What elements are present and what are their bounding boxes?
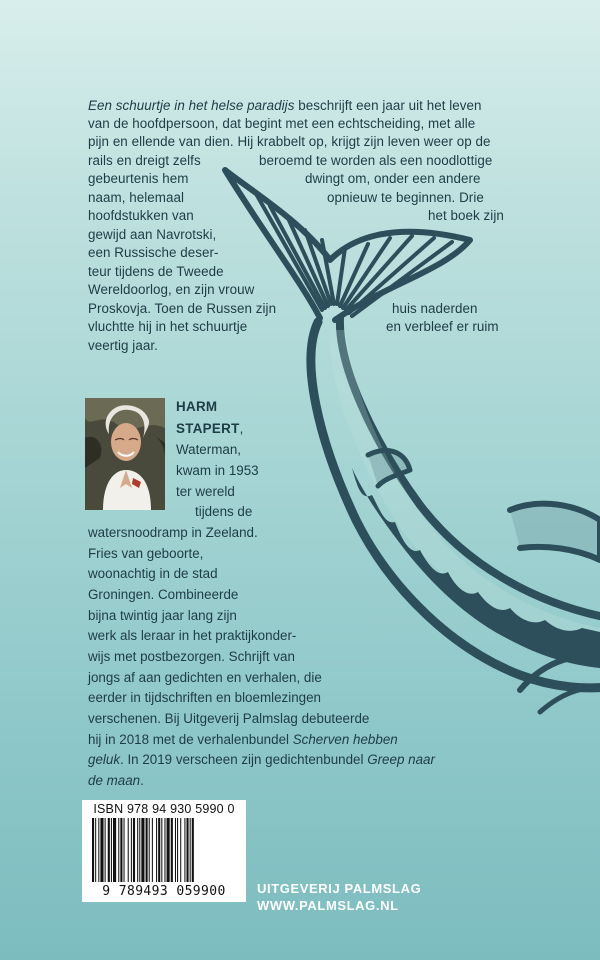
- barcode-bar: [175, 818, 176, 882]
- barcode-bar: [92, 818, 94, 882]
- blurb-line: een Russische deser-: [88, 245, 219, 260]
- barcode-bar: [187, 818, 189, 882]
- bio-line: bijna twintig jaar lang zijn: [88, 608, 237, 623]
- barcode-bar: [164, 818, 165, 882]
- blurb-line: dwingt om, onder een andere: [305, 171, 481, 186]
- barcode-bar: [113, 818, 116, 882]
- bio-line: de maan.: [88, 773, 144, 788]
- blurb-line: van de hoofdpersoon, dat begint met een echtscheiding, met alle: [88, 116, 476, 131]
- author-name-last: STAPERT,: [176, 421, 244, 436]
- barcode-bars: [92, 818, 236, 884]
- barcode-bar: [108, 818, 110, 882]
- barcode-bar: [141, 818, 144, 882]
- barcode-bar: [137, 818, 138, 882]
- barcode-bar: [156, 818, 157, 882]
- barcode-number: 9 789493 059900: [102, 884, 226, 899]
- blurb-line: Een schuurtje in het helse paradijs beschrijft een jaar uit het leven: [88, 98, 482, 113]
- blurb-line: Proskovja. Toen de Russen zijn: [88, 301, 277, 316]
- blurb-line: hoofdstukken van: [88, 208, 194, 223]
- bio-line: ter wereld: [176, 484, 235, 499]
- blurb-line: naam, helemaal: [88, 190, 184, 205]
- blurb-line: beroemd te worden als een noodlottige: [259, 153, 493, 168]
- bio-line: watersnoodramp in Zeeland.: [88, 525, 258, 540]
- barcode-bar: [105, 818, 106, 882]
- author-name-first: HARM: [176, 399, 218, 414]
- bio-line: tijdens de: [195, 504, 253, 519]
- blurb-line: vluchtte hij in het schuurtje: [88, 319, 248, 334]
- barcode-bar: [180, 818, 181, 882]
- bio-line: jongs af aan gedichten en verhalen, die: [88, 670, 322, 685]
- barcode-bar: [184, 818, 185, 882]
- blurb-book-title: Een schuurtje in het helse paradijs: [88, 98, 295, 113]
- author-photo: [85, 398, 165, 510]
- barcode-bar: [158, 818, 160, 882]
- blurb-line: gewijd aan Navrotski,: [88, 227, 217, 242]
- bio-line: Waterman,: [176, 442, 241, 457]
- barcode-bar: [177, 818, 178, 882]
- bio-line: Groningen. Combineerde: [88, 587, 239, 602]
- blurb-line: huis naderden: [392, 301, 478, 316]
- barcode-bar: [111, 818, 112, 882]
- barcode-bar: [192, 818, 194, 882]
- bio-line: verschenen. Bij Uitgeverij Palmslag debuteerde: [88, 711, 370, 726]
- barcode-bar: [190, 818, 191, 882]
- barcode-bar: [98, 818, 99, 882]
- blurb-line: en verbleef er ruim: [386, 319, 499, 334]
- blurb-line: gebeurtenis hem: [88, 171, 189, 186]
- bio-line: werk als leraar in het praktijkonder-: [88, 628, 297, 643]
- bio-line: Fries van geboorte,: [88, 546, 204, 561]
- barcode-bar: [152, 818, 153, 882]
- blurb-line: veertig jaar.: [88, 338, 158, 353]
- bio-line: geluk. In 2019 verscheen zijn gedichtenbundel Greep naar: [88, 752, 435, 767]
- author-portrait-graphic: [85, 398, 165, 510]
- bio-line: wijs met postbezorgen. Schrijft van: [88, 649, 295, 664]
- isbn-label: ISBN 978 94 930 5990 0: [93, 802, 235, 816]
- barcode-bar: [139, 818, 140, 882]
- bio-line: kwam in 1953: [176, 463, 259, 478]
- book-title-scherven: Scherven hebben: [292, 732, 398, 747]
- blurb-line: Wereldoorlog, en zijn vrouw: [88, 282, 255, 297]
- barcode-bar: [120, 818, 122, 882]
- blurb-line: teur tijdens de Tweede: [88, 264, 224, 279]
- bio-line: eerder in tijdschriften en bloemlezingen: [88, 690, 321, 705]
- bio-line: woonachtig in de stad: [88, 566, 218, 581]
- barcode-bar: [149, 818, 150, 882]
- barcode-bar: [95, 818, 96, 882]
- barcode-bar: [124, 818, 125, 882]
- barcode-bar: [146, 818, 148, 882]
- publisher-website[interactable]: WWW.PALMSLAG.NL: [257, 898, 399, 913]
- publisher-name: UITGEVERIJ PALMSLAG: [257, 881, 422, 896]
- bio-line: hij in 2018 met de verhalenbundel Scherven hebben: [88, 732, 398, 747]
- book-title-greep: Greep naar: [367, 752, 435, 767]
- barcode-bar: [131, 818, 132, 882]
- barcode-bar: [133, 818, 135, 882]
- barcode-bar: [118, 818, 119, 882]
- barcode-bar: [167, 818, 170, 882]
- barcode-bar: [161, 818, 162, 882]
- barcode-bar: [128, 818, 129, 882]
- blurb-line: rails en dreigt zelfs: [88, 153, 201, 168]
- blurb-line: opnieuw te beginnen. Drie: [327, 190, 484, 205]
- blurb-line: pijn en ellende van dien. Hij krabbelt op, krijgt zijn leven weer op de: [88, 134, 491, 149]
- barcode-bar: [100, 818, 103, 882]
- barcode-bar: [171, 818, 173, 882]
- barcode: [82, 800, 246, 902]
- blurb-line: het boek zijn: [428, 208, 504, 223]
